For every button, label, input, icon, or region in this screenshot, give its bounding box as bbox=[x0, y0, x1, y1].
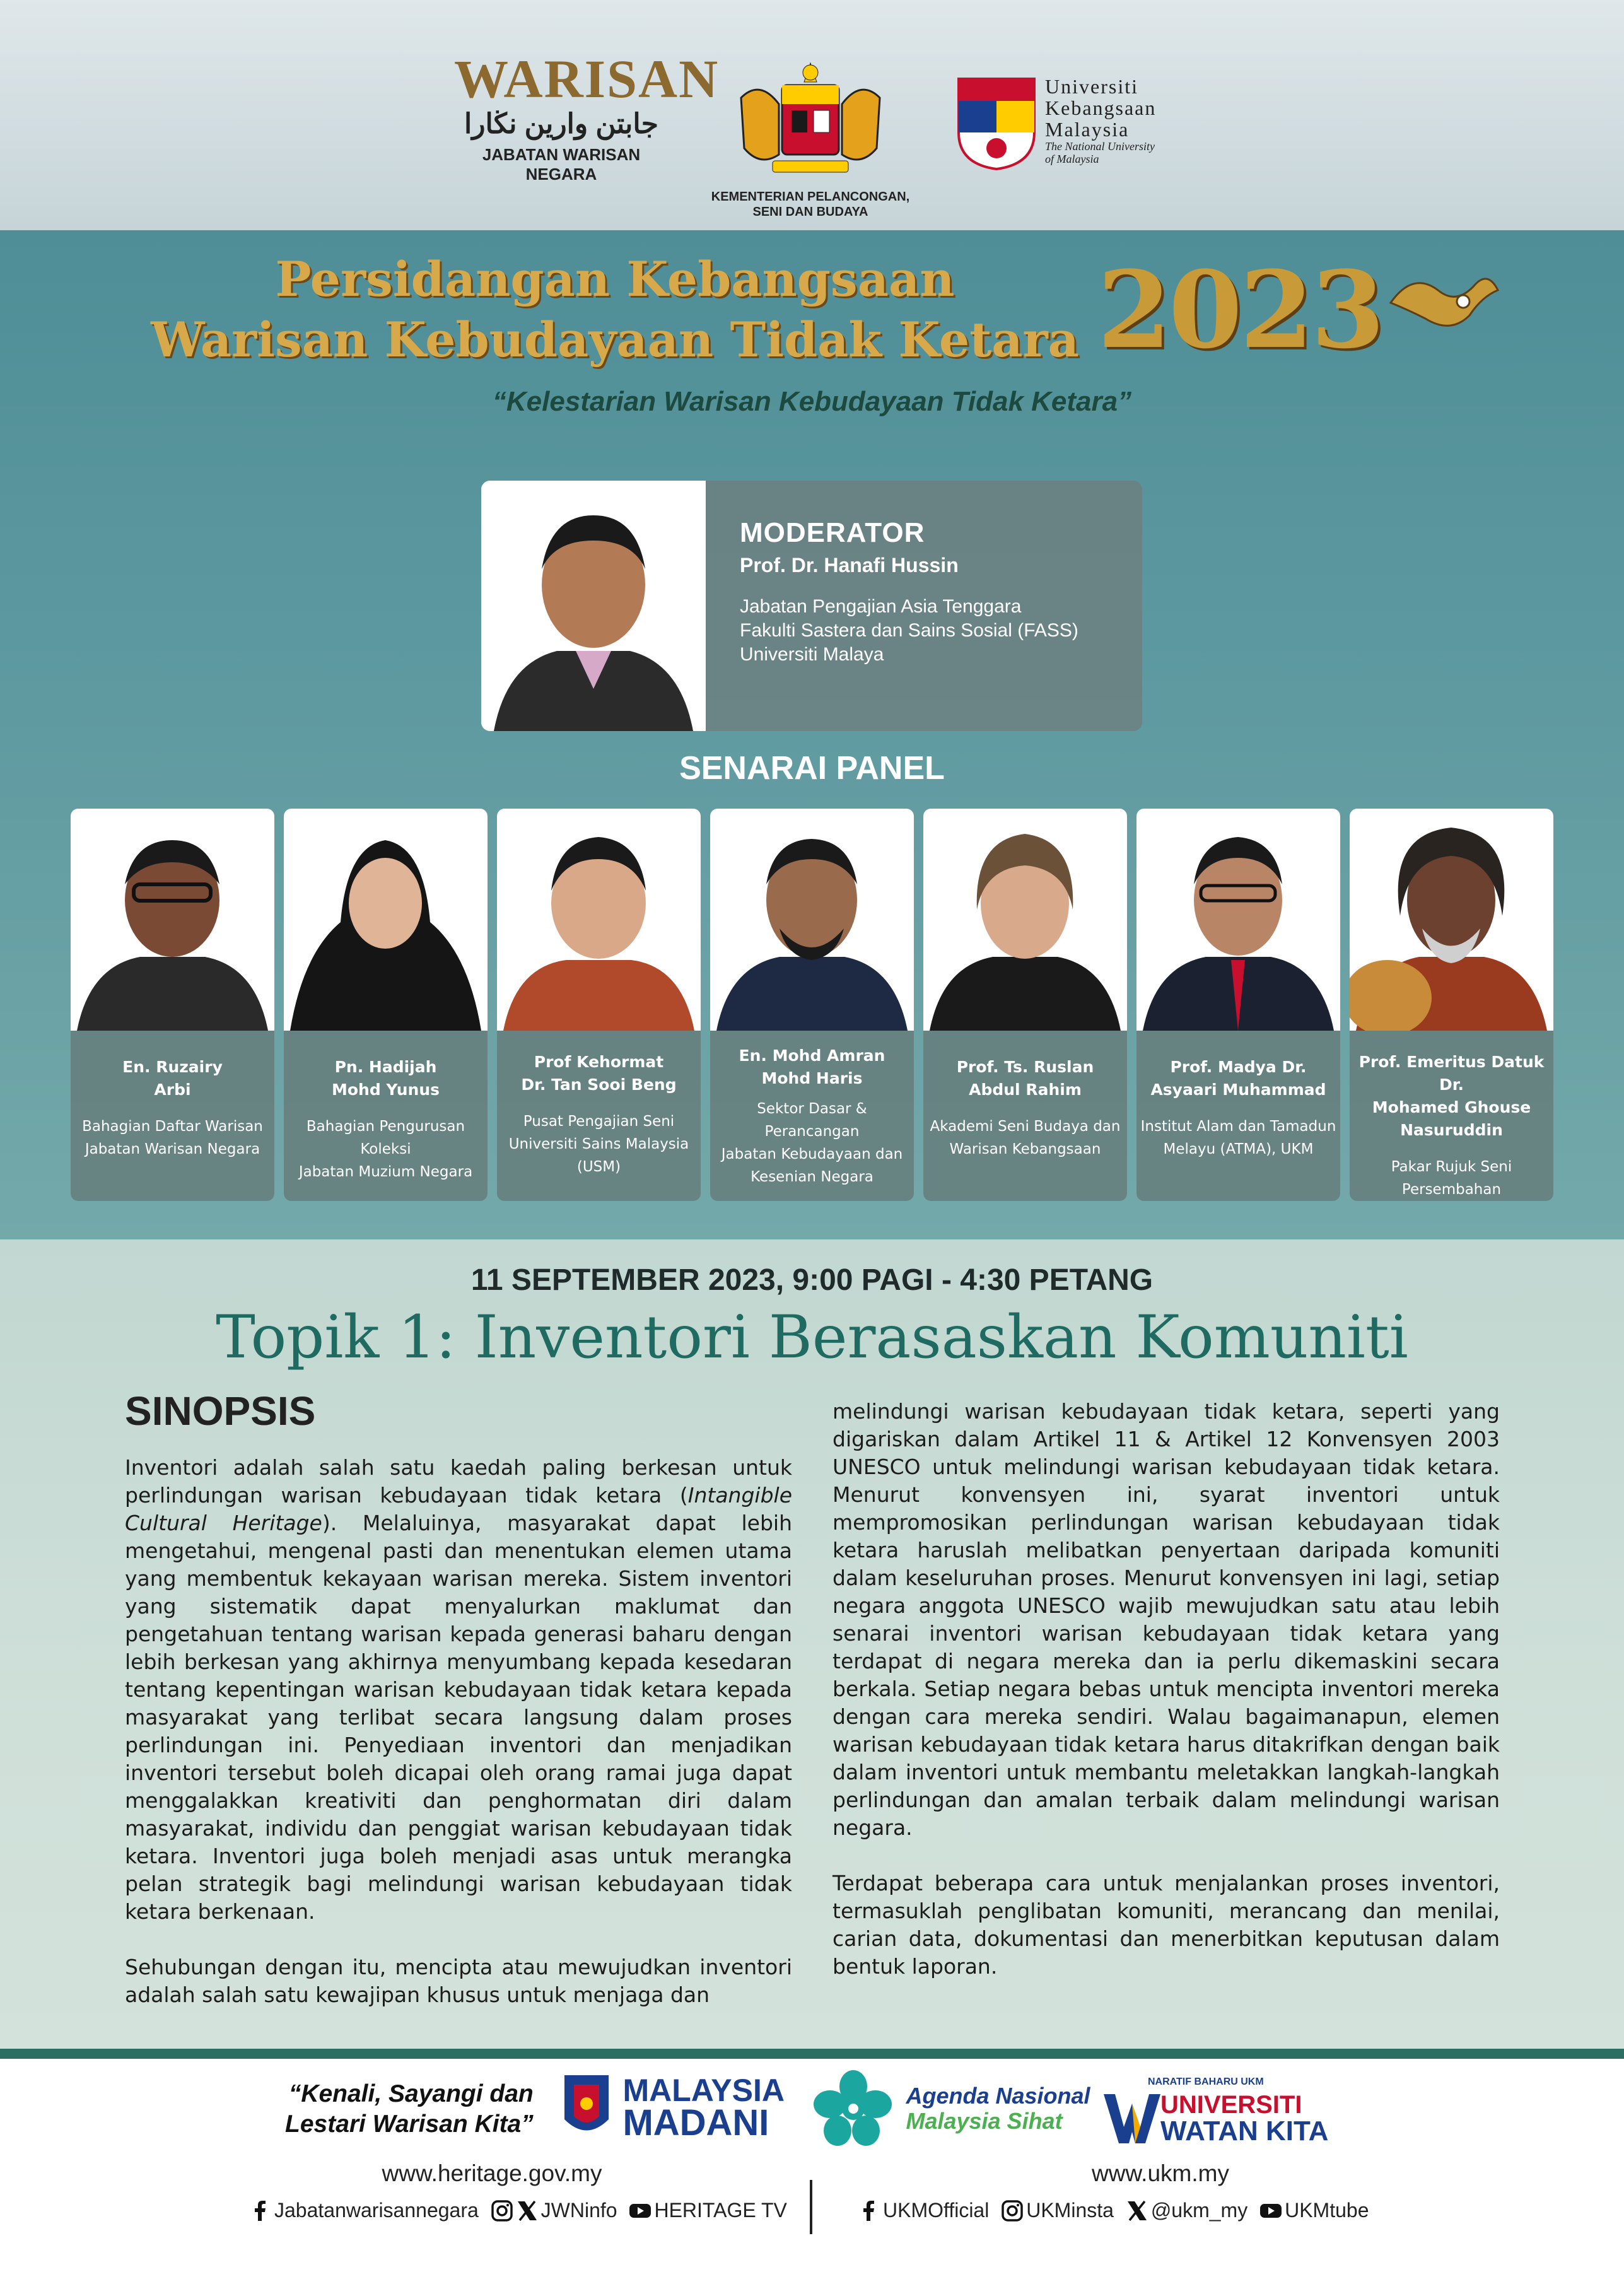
facebook-link[interactable] bbox=[858, 2199, 989, 2222]
person-avatar-icon bbox=[710, 809, 914, 1031]
synopsis-heading: SINOPSIS bbox=[125, 1388, 316, 1434]
panelist-affiliation-2: Melayu (ATMA), UKM bbox=[1163, 1141, 1314, 1157]
panelist-card bbox=[284, 809, 488, 1201]
facebook-icon bbox=[858, 2199, 880, 2222]
instagram-handle: UKMinsta bbox=[1026, 2199, 1114, 2222]
warisan-jawi-text: جابتن وارين نڬارا bbox=[464, 108, 658, 139]
panelist-photo bbox=[1136, 809, 1340, 1031]
panelist-name-3: Nasuruddin bbox=[1400, 1121, 1503, 1139]
synopsis-paragraph-2: Sehubungan dengan itu, mencipta atau mewujudkan inventori adalah salah satu kewajipan khusus untuk menjaga dan bbox=[125, 1955, 792, 2007]
conference-tagline: “Kelestarian Warisan Kebudayaan Tidak Ketara” bbox=[492, 386, 1132, 417]
instagram-link[interactable] bbox=[1001, 2199, 1114, 2222]
x-handle: JWNinfo bbox=[540, 2199, 617, 2222]
person-avatar-icon bbox=[71, 809, 274, 1031]
youtube-handle: UKMtube bbox=[1285, 2199, 1369, 2222]
panelist-card bbox=[1136, 809, 1340, 1201]
facebook-icon bbox=[249, 2199, 272, 2222]
panelist-name-2: Abdul Rahim bbox=[969, 1080, 1082, 1099]
moderator-name: Prof. Dr. Hanafi Hussin bbox=[740, 554, 959, 577]
panelist-name-2: Asyaari Muhammad bbox=[1150, 1080, 1326, 1099]
ukm-line-1: Universiti bbox=[1045, 75, 1138, 98]
x-link[interactable] bbox=[1126, 2199, 1247, 2222]
moderator-role: MODERATOR bbox=[740, 517, 925, 548]
facebook-link[interactable] bbox=[249, 2199, 479, 2222]
warisan-wordmark: WARISAN bbox=[454, 49, 720, 109]
universiti-watan-kita-logo bbox=[1104, 2076, 1328, 2145]
panelist-card bbox=[1350, 809, 1553, 1201]
conference-title bbox=[123, 249, 1107, 370]
synopsis-column-left bbox=[125, 1454, 792, 2037]
w-mark-icon bbox=[1104, 2088, 1160, 2145]
heritage-website-link[interactable]: www.heritage.gov.my bbox=[382, 2160, 602, 2186]
moderator-affiliation-2: Fakulti Sastera dan Sains Sosial (FASS) bbox=[740, 620, 1078, 641]
youtube-link[interactable] bbox=[629, 2199, 786, 2222]
panelist-affiliation-1: Pakar Rujuk Seni bbox=[1391, 1159, 1512, 1175]
panelist-affiliation-1: Pusat Pengajian Seni bbox=[523, 1113, 675, 1130]
synopsis-column-right bbox=[832, 1398, 1500, 2008]
panelist-name-1: Prof. Madya Dr. bbox=[1170, 1058, 1307, 1076]
agenda-text-1: Agenda Nasional bbox=[906, 2083, 1090, 2109]
panelist-affiliation-2: Jabatan Warisan Negara bbox=[85, 1141, 260, 1157]
facebook-handle: Jabatanwarisannegara bbox=[274, 2199, 479, 2222]
person-avatar-icon bbox=[923, 809, 1127, 1031]
event-topic: Topik 1: Inventori Berasaskan Komuniti bbox=[216, 1303, 1408, 1372]
panelist-card bbox=[71, 809, 274, 1201]
x-icon bbox=[516, 2199, 539, 2222]
panelist-photo bbox=[923, 809, 1127, 1031]
ukm-website-link[interactable]: www.ukm.my bbox=[1092, 2160, 1229, 2186]
panelist-photo bbox=[284, 809, 488, 1031]
watan-kita-text: WATAN KITA bbox=[1160, 2116, 1329, 2146]
panelist-name-2: Mohd Yunus bbox=[331, 1080, 440, 1099]
conference-year: 2023 bbox=[1097, 247, 1382, 372]
panelist-affiliation-1: Institut Alam dan Tamadun bbox=[1140, 1118, 1336, 1135]
panelist-name-1: Prof. Emeritus Datuk Dr. bbox=[1358, 1053, 1545, 1094]
x-icon bbox=[1126, 2199, 1148, 2222]
panelist-name-1: Pn. Hadijah bbox=[334, 1058, 437, 1076]
title-line-2: Warisan Kebudayaan Tidak Ketara bbox=[151, 312, 1079, 368]
hibiscus-icon bbox=[806, 2068, 901, 2150]
ukm-sub-1: The National University bbox=[1045, 140, 1155, 153]
person-avatar-icon bbox=[481, 481, 706, 731]
jabatan-warisan-logo bbox=[454, 47, 720, 184]
ukm-logo bbox=[955, 76, 1195, 170]
instagram-x-link[interactable] bbox=[491, 2199, 617, 2222]
panelist-affiliation-3: Kesenian Negara bbox=[751, 1169, 873, 1185]
warisan-subtitle: JABATAN WARISAN NEGARA bbox=[482, 145, 641, 184]
universiti-text: UNIVERSITI bbox=[1160, 2091, 1302, 2119]
panelist-name-2: Dr. Tan Sooi Beng bbox=[521, 1075, 677, 1094]
panelist-photo bbox=[1350, 809, 1553, 1031]
ukm-line-2: Kebangsaan bbox=[1045, 97, 1157, 119]
naratif-text: NARATIF BAHARU UKM bbox=[1148, 2076, 1264, 2087]
panelist-name-1: En. Ruzairy bbox=[122, 1058, 223, 1076]
panelist-affiliation-2: Warisan Kebangsaan bbox=[949, 1141, 1101, 1157]
facebook-handle: UKMOfficial bbox=[883, 2199, 990, 2222]
synopsis-paragraph-1: Inventori adalah salah satu kaedah paling berkesan untuk perlindungan warisan kebudayaan tidak ketara (Intangible Cultural Heritage). Melaluinya, masyarakat dapat lebih mengetahui, mengenal pasti dan menentukan elemen utama yang membentuk kekayaan warisan mereka. Sistem inventori yang sistematik dapat menyalurkan maklumat dan pengetahuan tentang warisan kepada generasi baharu dengan lebih berkesan yang akhirnya menyumbang kepada kesedaran tentang kepentingan warisan kebudayaan tidak ketara kepada masyarakat yang terlibat secara langsung dalam proses perlindungan ini. Penyediaan inventori dan menjadikan inventori tersebut boleh dicapai oleh orang ramai juga dapat menggalakkan kreativiti dan penghormatan diri dalam masyarakat, individu dan penggiat warisan kebudayaan tidak ketara. Inventori juga boleh menjadi asas untuk merangka pelan strategik bagi melindungi warisan kebudayaan tidak ketara berkenaan. bbox=[125, 1455, 792, 1924]
panelist-name-1: Prof. Ts. Ruslan bbox=[956, 1058, 1094, 1076]
panelist-name-2: Mohamed Ghouse bbox=[1372, 1098, 1531, 1116]
synopsis-paragraph-4: Terdapat beberapa cara untuk menjalankan proses inventori, termasuklah penglibatan komuniti, merancang dan menilai, carian data, dokumentasi dan menerbitkan keputusan dalam bentuk laporan. bbox=[832, 1871, 1500, 1979]
kementerian-logo bbox=[697, 60, 924, 220]
panelist-affiliation-1: Akademi Seni Budaya dan bbox=[930, 1118, 1121, 1135]
person-avatar-icon bbox=[497, 809, 701, 1031]
panelist-affiliation-2: Persembahan bbox=[1401, 1181, 1502, 1198]
coat-of-arms-icon bbox=[728, 60, 892, 186]
ornament-swirl-icon bbox=[1387, 265, 1501, 341]
synopsis-paragraph-3: melindungi warisan kebudayaan tidak ketara, seperti yang digariskan dalam Artikel 11 & Artikel 12 Konvensyen 2003 UNESCO untuk melindungi warisan kebudayaan tidak ketara. Menurut konvensyen ini, syarat inventori untuk mempromosikan perlindungan warisan kebudayaan tidak ketara haruslah melibatkan penyertaan daripada komuniti dalam keseluruhan proses. Menurut konvensyen ini lagi, setiap negara anggota UNESCO wajib mewujudkan satu atau lebih senarai inventori warisan kebudayaan tidak ketara yang terdapat di negara mereka dan ia perlu dikemaskini secara berkala. Setiap negara bebas untuk mencipta inventori mereka dengan cara mereka sendiri. Walau bagaimanapun, elemen warisan kebudayaan tidak ketara harus ditakrifkan dengan baik dalam inventori untuk membantu meletakkan langkah-langkah perlindungan dan amalan terbaik dalam melindungi warisan negara. bbox=[832, 1399, 1500, 1840]
title-line-1: Persidangan Kebangsaan bbox=[275, 251, 955, 307]
youtube-link[interactable] bbox=[1259, 2199, 1369, 2222]
panelist-card bbox=[710, 809, 914, 1201]
agenda-nasional-logo bbox=[806, 2068, 1090, 2150]
moderator-affiliation-3: Universiti Malaya bbox=[740, 644, 884, 665]
panelist-affiliation-2: Jabatan Kebudayaan dan bbox=[721, 1146, 903, 1162]
instagram-icon bbox=[491, 2199, 513, 2222]
instagram-icon bbox=[1001, 2199, 1024, 2222]
footer-divider-bar bbox=[0, 2049, 1624, 2059]
kementerian-line-1: KEMENTERIAN PELANCONGAN, bbox=[711, 190, 910, 204]
panelist-card bbox=[497, 809, 701, 1201]
panelist-name-2: Mohd Haris bbox=[761, 1069, 863, 1087]
panelist-affiliation-1: Sektor Dasar & Perancangan bbox=[757, 1101, 867, 1140]
panelist-card bbox=[923, 809, 1127, 1201]
madani-hand-icon bbox=[558, 2069, 615, 2145]
panelist-affiliation-1: Bahagian Pengurusan Koleksi bbox=[306, 1118, 465, 1157]
panelist-photo bbox=[497, 809, 701, 1031]
panelist-name-1: Prof Kehormat bbox=[534, 1053, 664, 1071]
panelist-name-2: Arbi bbox=[154, 1080, 191, 1099]
person-avatar-icon bbox=[284, 809, 488, 1031]
madani-text-2: MADANI bbox=[622, 2102, 769, 2143]
youtube-handle: HERITAGE TV bbox=[654, 2199, 787, 2222]
youtube-icon bbox=[629, 2199, 651, 2222]
panelist-photo bbox=[71, 809, 274, 1031]
ukm-line-3: Malaysia bbox=[1045, 118, 1130, 141]
kementerian-line-2: SENI DAN BUDAYA bbox=[752, 205, 868, 219]
heritage-social-links bbox=[249, 2199, 793, 2227]
moderator-card bbox=[481, 481, 1142, 731]
moderator-details bbox=[740, 517, 1078, 667]
youtube-icon bbox=[1259, 2199, 1282, 2222]
moderator-photo bbox=[481, 481, 706, 731]
ukm-sub-2: of Malaysia bbox=[1045, 153, 1099, 165]
person-avatar-icon bbox=[1136, 809, 1340, 1031]
panelist-affiliation-1: Bahagian Daftar Warisan bbox=[82, 1118, 263, 1135]
panel-heading: SENARAI PANEL bbox=[679, 750, 945, 787]
event-date: 11 SEPTEMBER 2023, 9:00 PAGI - 4:30 PETANG bbox=[470, 1263, 1154, 1297]
madani-text-1: MALAYSIA bbox=[622, 2073, 785, 2108]
panelist-name-1: En. Mohd Amran bbox=[739, 1046, 885, 1065]
panelist-affiliation-2: Universiti Sains Malaysia bbox=[508, 1136, 689, 1152]
agenda-text-2: Malaysia Sihat bbox=[906, 2108, 1063, 2134]
ukm-crest-icon bbox=[955, 76, 1037, 170]
footer-slogan: “Kenali, Sayangi dan Lestari Warisan Kita” bbox=[285, 2080, 534, 2138]
person-avatar-icon bbox=[1350, 809, 1553, 1031]
x-handle: @ukm_my bbox=[1150, 2199, 1248, 2222]
panelist-affiliation-2: Jabatan Muzium Negara bbox=[298, 1164, 473, 1180]
moderator-affiliation-1: Jabatan Pengajian Asia Tenggara bbox=[740, 596, 1022, 617]
malaysia-madani-logo bbox=[558, 2069, 785, 2145]
footer-vertical-divider bbox=[810, 2180, 812, 2234]
ukm-social-links bbox=[858, 2199, 1375, 2227]
panelist-photo bbox=[710, 809, 914, 1031]
panelist-affiliation-3: (USM) bbox=[576, 1159, 621, 1175]
